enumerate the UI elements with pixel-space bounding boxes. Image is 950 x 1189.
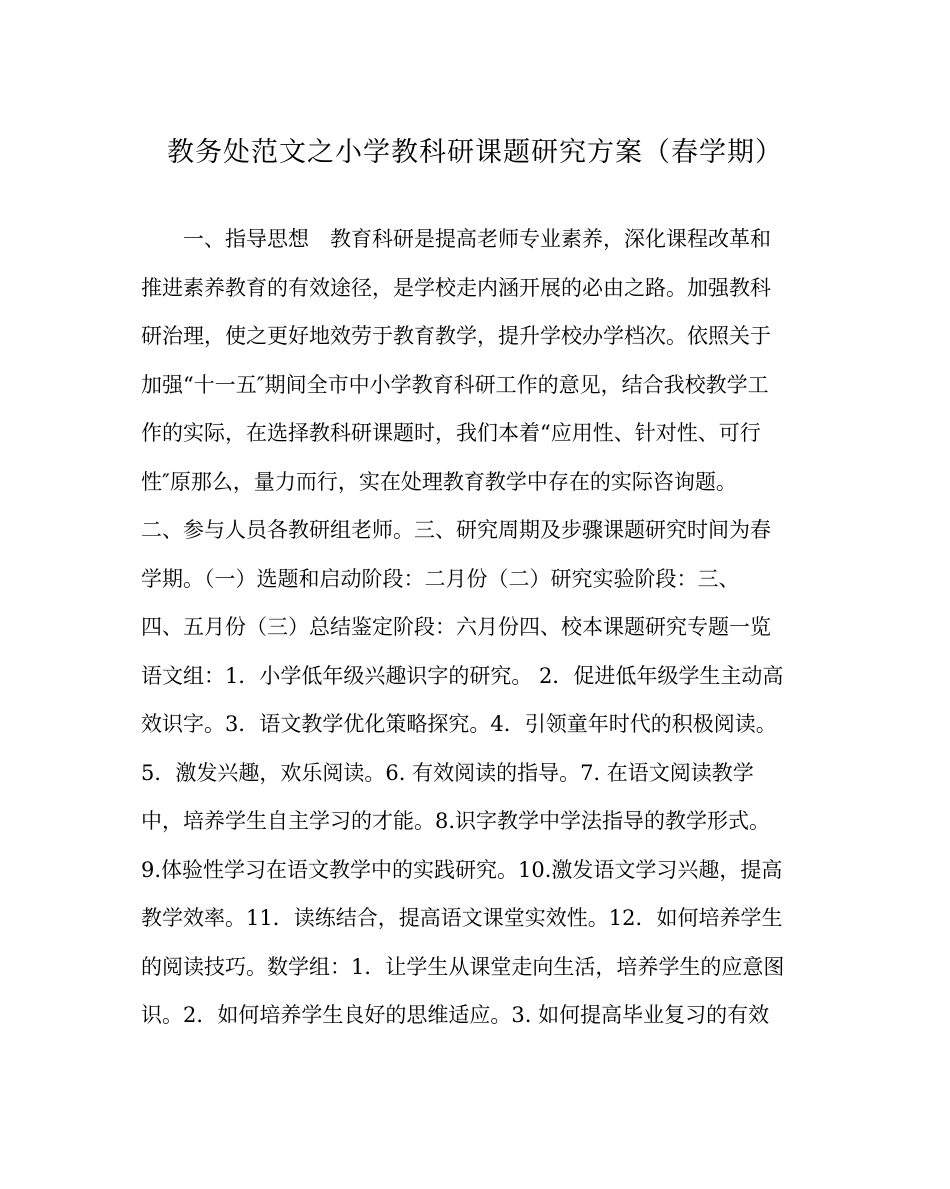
text-line: 教学效率。11．读练结合，提高语文课堂实效性。12．如何培养学生 [141, 906, 783, 930]
text-line: 中，培养学生自主学习的才能。8.识字教学中学法指导的教学形式。 [141, 809, 771, 833]
document-title: 教务处范文之小学教科研课题研究方案（春学期） [167, 137, 783, 168]
text-line: 二、参与人员各教研组老师。三、研究周期及步骤课题研究时间为春 [141, 518, 771, 542]
text-line: 效识字。3．语文教学优化策略探究。4．引领童年时代的积极阅读。 [141, 712, 777, 736]
document-body [141, 215, 813, 1040]
text-line: 识。2．如何培养学生良好的思维适应。3. 如何提高毕业复习的有效 [141, 1003, 770, 1027]
text-line: 语文组：1．小学低年级兴趣识字的研究。 2．促进低年级学生主动高 [141, 663, 784, 688]
text-line: 9.体验性学习在语文教学中的实践研究。10.激发语文学习兴趣，提高 [141, 857, 783, 882]
text-line: 一、指导思想 教育科研是提高老师专业素养，深化课程改革和 [183, 227, 771, 251]
text-line: 学期。（一）选题和启动阶段：二月份（二）研究实验阶段：三、 [141, 566, 740, 591]
text-line: 加强“十一五″期间全市中小学教育科研工作的意见，结合我校教学工 [141, 372, 769, 397]
text-line: 作的实际，在选择教科研课题时，我们本着“应用性、针对性、可行 [141, 421, 761, 445]
text-line: 5．激发兴趣，欢乐阅读。6. 有效阅读的指导。7. 在语文阅读教学 [141, 760, 754, 785]
text-line: 性″原那么，量力而行，实在处理教育教学中存在的实际咨询题。 [141, 469, 737, 494]
text-line: 推进素养教育的有效途径，是学校走内涵开展的必由之路。加强教科 [141, 275, 771, 300]
text-line: 研治理，使之更好地效劳于教育教学，提升学校办学档次。依照关于 [141, 324, 771, 348]
text-line: 的阅读技巧。数学组：1．让学生从课堂走向生活，培养学生的应意图 [141, 954, 785, 979]
text-line: 四、五月份（三）总结鉴定阶段：六月份四、校本课题研究专题一览 [141, 615, 771, 639]
